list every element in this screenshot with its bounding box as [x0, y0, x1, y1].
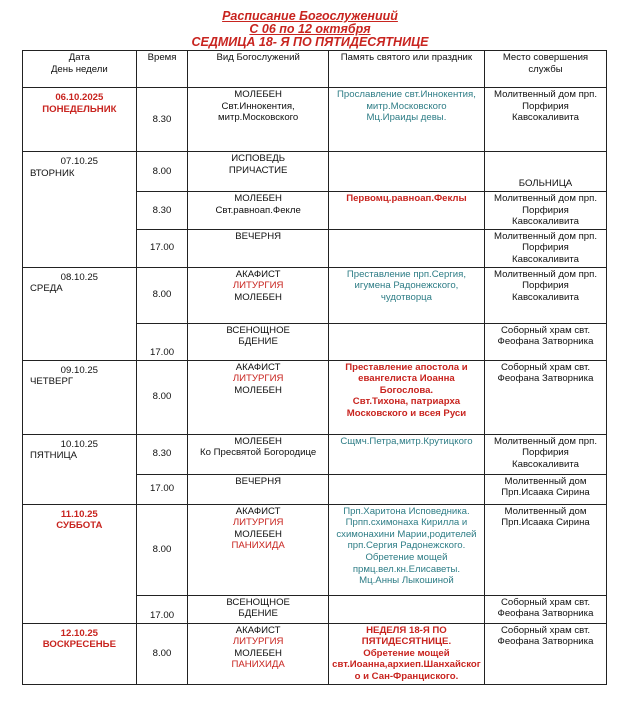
title-line-1: Расписание Богослужениий — [222, 9, 398, 23]
cell-line: БДЕНИЕ — [238, 336, 278, 348]
date-cell — [23, 360, 137, 434]
cell-line: Прославление свт.Иннокентия, — [337, 89, 476, 100]
header-memory: Память святого или праздник — [328, 51, 484, 88]
title-line-3: СЕДМИЦА 18- Я ПО ПЯТИДЕСЯТНИЦЕ — [191, 35, 429, 49]
cell-line: Кавсокаливита — [512, 458, 579, 470]
cell-line: БОЛЬНИЦА — [518, 178, 573, 190]
schedule-body — [23, 88, 607, 685]
cell-line: Порфирия — [522, 100, 569, 112]
time-cell: 8.30 — [136, 88, 188, 152]
cell-line: ИСПОВЕДЬ — [231, 153, 286, 164]
cell-line: БДЕНИЕ — [238, 608, 278, 620]
cell-line: свт.Иоанна,архиеп.Шанхайског — [332, 659, 481, 671]
memory-cell — [328, 192, 484, 230]
date-value: 07.10.25 — [60, 156, 99, 167]
cell-line: Прпп.схимонаха Кирилла и — [345, 517, 468, 529]
cell-line: ПАНИХИДА — [231, 659, 285, 671]
weekday-value: ПЯТНИЦА — [30, 450, 78, 462]
time-cell: 8.00 — [136, 623, 188, 684]
cell-line: евангелиста Иоанна — [358, 373, 455, 385]
cell-line: Соборный храм свт. — [500, 361, 591, 373]
service-cell — [188, 192, 329, 230]
cell-line: АКАФИСТ — [235, 268, 281, 280]
date-cell — [23, 623, 137, 684]
time-cell: 8.00 — [136, 267, 188, 323]
cell-line: Порфирия — [522, 242, 569, 254]
memory-cell — [328, 474, 484, 504]
memory-cell — [328, 267, 484, 323]
cell-line: прмц.вел.кн.Елисаветы. — [352, 563, 461, 575]
memory-cell — [328, 152, 484, 192]
service-cell — [188, 474, 329, 504]
cell-line: Кавсокаливита — [512, 291, 579, 303]
table-header-row — [23, 51, 607, 88]
time-cell: 8.00 — [136, 504, 188, 595]
cell-line: МОЛЕБЕН — [234, 384, 282, 396]
cell-line: Молитвенный дом прп. — [493, 89, 597, 100]
cell-line: ЛИТУРГИЯ — [232, 280, 284, 292]
place-cell — [484, 267, 606, 323]
cell-line: ВСЕНОЩНОЕ — [226, 324, 290, 336]
cell-line: Прп.Харитона Исповедника. — [343, 505, 470, 517]
memory-cell — [328, 595, 484, 623]
cell-line: митр.Московского — [366, 100, 447, 112]
cell-line: АКАФИСТ — [235, 624, 281, 636]
memory-cell — [328, 323, 484, 360]
cell-line: митр.Московского — [218, 112, 299, 124]
cell-line: Прп.Исаака Сирина — [501, 487, 590, 499]
cell-line: МОЛЕБЕН — [234, 647, 282, 659]
memory-cell — [328, 434, 484, 474]
cell-line: чудотворца — [380, 291, 432, 303]
cell-line: ПЯТИДЕСЯТНИЦЕ. — [361, 636, 452, 648]
cell-line: Соборный храм свт. — [500, 624, 591, 636]
cell-line: Порфирия — [522, 204, 569, 216]
cell-line: Свт.Тихона, патриарха — [352, 396, 461, 408]
service-cell — [188, 504, 329, 595]
cell-line: Кавсокаливита — [512, 253, 579, 265]
date-cell — [23, 88, 137, 152]
cell-line: ЛИТУРГИЯ — [232, 373, 284, 385]
weekday-value: СРЕДА — [30, 283, 63, 295]
place-cell — [484, 323, 606, 360]
date-cell — [23, 504, 137, 623]
table-row — [23, 88, 607, 152]
cell-line: ЛИТУРГИЯ — [232, 517, 284, 529]
date-value: 12.10.25 — [60, 627, 99, 639]
place-cell — [484, 88, 606, 152]
date-value: 08.10.25 — [60, 271, 99, 283]
cell-line: Порфирия — [522, 280, 569, 292]
cell-line: Мц.Анны Лыкошиной — [359, 575, 454, 587]
cell-line: ВЕЧЕРНЯ — [235, 230, 282, 242]
cell-line: Обретение мощей — [365, 551, 448, 563]
cell-line: Богослова. — [379, 384, 434, 396]
place-cell — [484, 474, 606, 504]
cell-line: Московского и всея Руси — [346, 407, 467, 419]
service-cell — [188, 323, 329, 360]
cell-line: о и Сан-Франциского. — [354, 670, 459, 682]
cell-line: прп.Сергия Радонежского. — [347, 540, 466, 552]
date-cell — [23, 152, 137, 268]
service-cell — [188, 88, 329, 152]
service-cell — [188, 595, 329, 623]
cell-line: Феофана Затворника — [497, 636, 594, 648]
time-cell: 17.00 — [136, 474, 188, 504]
time-cell: 8.00 — [136, 360, 188, 434]
title-line-2: С 06 по 12 октября — [249, 22, 371, 36]
table-row — [23, 360, 607, 434]
date-value: 06.10.2025 — [55, 92, 104, 103]
cell-line: схимонахини Марии,родителей — [336, 528, 477, 540]
cell-line: МОЛЕБЕН — [234, 193, 282, 204]
cell-line: Первомц.равноап.Феклы — [346, 193, 467, 204]
cell-line: Молитвенный дом прп. — [493, 435, 597, 447]
weekday-value: ВТОРНИК — [30, 167, 75, 179]
cell-line: Прп.Исаака Сирина — [501, 517, 590, 529]
cell-line: АКАФИСТ — [235, 505, 281, 517]
place-cell — [484, 504, 606, 595]
header-service: Вид Богослужений — [188, 51, 329, 88]
schedule-title — [0, 10, 620, 49]
cell-line: Обретение мощей — [363, 647, 450, 659]
place-cell — [484, 152, 606, 192]
place-cell — [484, 192, 606, 230]
time-cell: 17.00 — [136, 595, 188, 623]
cell-line: Сщмч.Петра,митр.Крутицкого — [340, 435, 473, 447]
schedule-table — [22, 50, 607, 685]
memory-cell — [328, 229, 484, 267]
service-cell — [188, 434, 329, 474]
cell-line: ЛИТУРГИЯ — [232, 636, 284, 648]
weekday-value: ЧЕТВЕРГ — [30, 376, 74, 388]
memory-cell — [328, 623, 484, 684]
cell-line: Кавсокаливита — [512, 216, 579, 228]
table-row — [23, 623, 607, 684]
cell-line: Свт.равноап.Фекле — [215, 204, 301, 216]
time-cell: 8.30 — [136, 434, 188, 474]
service-cell — [188, 360, 329, 434]
cell-line: АКАФИСТ — [235, 361, 281, 373]
header-date: Дата День недели — [23, 51, 137, 88]
date-value: 10.10.25 — [60, 438, 99, 450]
cell-line: Феофана Затворника — [497, 373, 594, 385]
place-cell — [484, 360, 606, 434]
cell-line: Кавсокаливита — [512, 112, 579, 124]
date-cell — [23, 434, 137, 504]
cell-line: МОЛЕБЕН — [234, 528, 282, 540]
weekday-value: ВОСКРЕСЕНЬЕ — [42, 639, 116, 651]
cell-line: Мц.Ираиды девы. — [366, 112, 447, 124]
cell-line: Молитвенный дом прп. — [493, 193, 597, 204]
service-cell — [188, 267, 329, 323]
cell-line: Феофана Затворника — [497, 336, 594, 348]
place-cell — [484, 623, 606, 684]
cell-line: Свт.Иннокентия, — [221, 100, 295, 112]
service-cell — [188, 229, 329, 267]
cell-line: Соборный храм свт. — [500, 596, 591, 608]
header-place: Место совершения службы — [484, 51, 606, 88]
date-value: 09.10.25 — [60, 364, 99, 376]
time-cell: 17.00 — [136, 323, 188, 360]
weekday-value: ПОНЕДЕЛЬНИК — [42, 103, 117, 115]
table-row — [23, 267, 607, 323]
time-cell: 17.00 — [136, 229, 188, 267]
cell-line: ПРИЧАСТИЕ — [228, 164, 288, 176]
cell-line: ПАНИХИДА — [231, 540, 285, 552]
place-cell — [484, 434, 606, 474]
date-cell — [23, 267, 137, 360]
cell-line: Молитвенный дом — [504, 505, 587, 517]
place-cell — [484, 595, 606, 623]
cell-line: Порфирия — [522, 447, 569, 459]
service-cell — [188, 152, 329, 192]
memory-cell — [328, 360, 484, 434]
cell-line: МОЛЕБЕН — [234, 435, 282, 447]
memory-cell — [328, 504, 484, 595]
memory-cell — [328, 88, 484, 152]
time-cell: 8.30 — [136, 192, 188, 230]
service-cell — [188, 623, 329, 684]
table-row — [23, 434, 607, 474]
cell-line: МОЛЕБЕН — [234, 89, 282, 100]
cell-line: ВСЕНОЩНОЕ — [226, 596, 290, 608]
cell-line: Молитвенный дом — [504, 475, 587, 487]
table-row — [23, 152, 607, 192]
cell-line: Соборный храм свт. — [500, 324, 591, 336]
cell-line: Ко Пресвятой Богородице — [200, 447, 317, 459]
date-value: 11.10.25 — [60, 508, 98, 520]
cell-line: НЕДЕЛЯ 18-Я ПО — [366, 624, 447, 636]
table-row — [23, 504, 607, 595]
cell-line: Преставление прп.Сергия, — [346, 268, 467, 280]
cell-line: Молитвенный дом прп. — [493, 230, 597, 242]
cell-line: Преставление апостола и — [345, 361, 468, 373]
cell-line: Феофана Затворника — [497, 608, 594, 620]
place-cell — [484, 229, 606, 267]
time-cell: 8.00 — [136, 152, 188, 192]
cell-line: ВЕЧЕРНЯ — [235, 475, 282, 487]
cell-line: игумена Радонежского, — [354, 280, 459, 292]
cell-line: Молитвенный дом прп. — [493, 268, 597, 280]
cell-line: МОЛЕБЕН — [234, 291, 282, 303]
weekday-value: СУББОТА — [56, 520, 103, 532]
header-time: Время — [136, 51, 188, 88]
